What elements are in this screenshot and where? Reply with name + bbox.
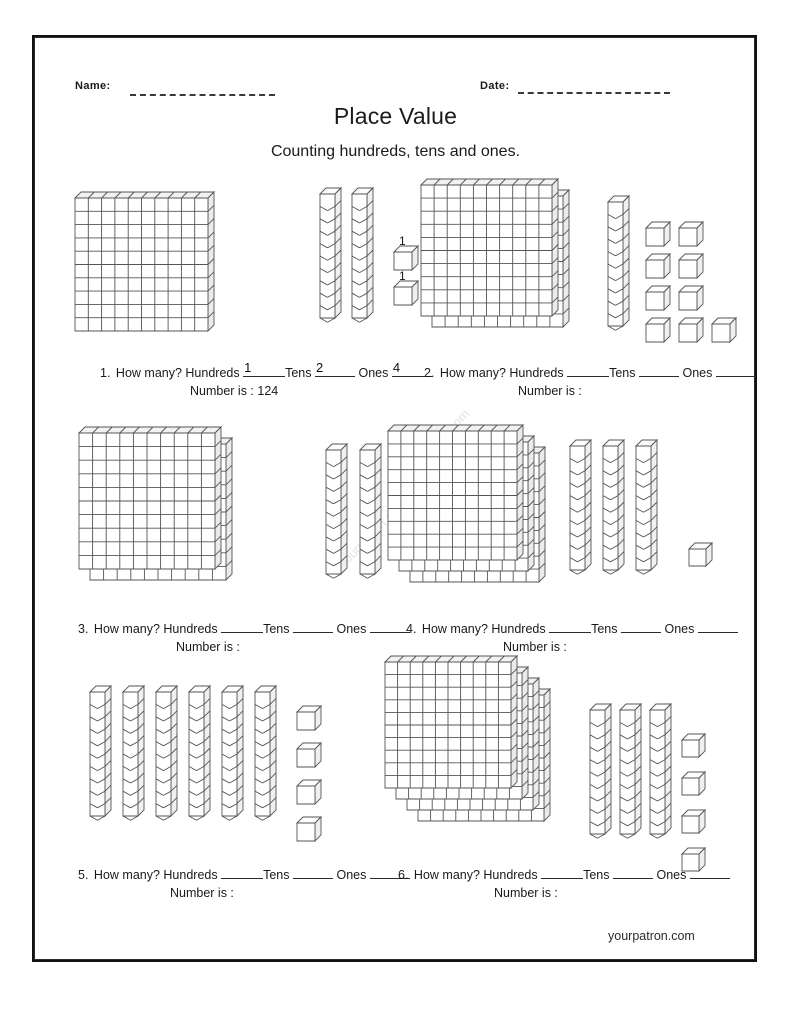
number-is-label: Number is : (518, 384, 582, 398)
number-is-label: Number is : (170, 886, 234, 900)
tens-answer-blank[interactable] (621, 632, 661, 633)
tens-label: Tens (285, 366, 312, 380)
number-is-label: Number is : (190, 384, 254, 398)
base-ten-blocks-6 (382, 658, 722, 873)
footer-site: yourpatron.com (608, 929, 695, 943)
date-write-line[interactable] (518, 92, 670, 94)
question-number: 2. (424, 366, 435, 380)
number-is-label: Number is : (503, 640, 567, 654)
hundreds-label: Hundreds (185, 366, 240, 380)
question-line-1 (100, 360, 435, 380)
hundreds-answer-blank[interactable] (243, 360, 285, 377)
page-subtitle: Counting hundreds, tens and ones. (270, 143, 521, 160)
question-prompt: How many? (115, 366, 182, 380)
question-line-5 (78, 868, 410, 882)
ones-label: Ones (682, 366, 713, 380)
base-ten-blocks-1 (72, 190, 402, 365)
question-prompt: How many? (93, 622, 160, 636)
tens-label: Tens (591, 622, 618, 636)
tens-answer-blank[interactable] (293, 632, 333, 633)
tens-label: Tens (583, 868, 610, 882)
question-number: 4. (406, 622, 417, 636)
tens-answer-blank[interactable] (613, 878, 653, 879)
hundreds-answer-blank[interactable] (567, 376, 609, 377)
ones-answer-blank[interactable] (690, 878, 730, 879)
question-number: 3. (78, 622, 89, 636)
question-line-4 (406, 622, 738, 636)
tens-answer-blank[interactable] (293, 878, 333, 879)
hundreds-label: Hundreds (163, 622, 218, 636)
ones-answer-blank[interactable] (370, 632, 410, 633)
tens-label: Tens (263, 622, 290, 636)
ones-label: Ones (358, 366, 389, 380)
hundreds-answer-blank[interactable] (221, 878, 263, 879)
ones-block-label: 1 (399, 234, 406, 248)
question-number: 6. (398, 868, 409, 882)
number-is-line-4 (503, 640, 567, 654)
hundreds-label: Hundreds (163, 868, 218, 882)
hundreds-answer-blank[interactable] (549, 632, 591, 633)
question-prompt: How many? (439, 366, 506, 380)
tens-answer-blank[interactable] (315, 360, 355, 377)
hundreds-answer-value: 1 (244, 360, 252, 375)
hundreds-label: Hundreds (509, 366, 564, 380)
ones-label: Ones (336, 868, 367, 882)
ones-answer-blank[interactable] (698, 632, 738, 633)
name-write-line[interactable] (130, 94, 275, 96)
question-prompt: How many? (413, 868, 480, 882)
question-line-6 (398, 868, 730, 882)
number-is-value: 124 (257, 384, 279, 398)
ones-label: Ones (656, 868, 687, 882)
tens-label: Tens (263, 868, 290, 882)
number-is-line-5 (170, 886, 234, 900)
hundreds-label: Hundreds (491, 622, 546, 636)
number-is-line-1 (190, 384, 278, 398)
tens-answer-value: 2 (315, 360, 324, 375)
hundreds-answer-blank[interactable] (541, 878, 583, 879)
number-is-line-6 (494, 886, 558, 900)
number-is-line-2 (518, 384, 582, 398)
tens-label: Tens (609, 366, 636, 380)
ones-answer-value: 4 (392, 360, 401, 375)
question-number: 1. (100, 366, 111, 380)
name-label: Name: (75, 80, 111, 92)
page-title: Place Value (333, 103, 458, 129)
hundreds-answer-blank[interactable] (221, 632, 263, 633)
question-prompt: How many? (421, 622, 488, 636)
ones-label: Ones (336, 622, 367, 636)
question-line-2 (424, 366, 756, 380)
number-is-label: Number is : (494, 886, 558, 900)
question-number: 5. (78, 868, 89, 882)
ones-label: Ones (664, 622, 695, 636)
ones-answer-blank[interactable] (716, 376, 756, 377)
question-prompt: How many? (93, 868, 160, 882)
number-is-line-3 (176, 640, 240, 654)
hundreds-label: Hundreds (483, 868, 538, 882)
tens-answer-blank[interactable] (639, 376, 679, 377)
base-ten-blocks-2 (418, 180, 748, 370)
base-ten-blocks-3 (76, 428, 406, 628)
ones-block-label: 1 (399, 269, 406, 283)
date-label: Date: (480, 80, 510, 92)
base-ten-blocks-4 (385, 428, 725, 628)
number-is-label: Number is : (176, 640, 240, 654)
base-ten-blocks-5 (88, 680, 388, 850)
question-line-3 (78, 622, 410, 636)
